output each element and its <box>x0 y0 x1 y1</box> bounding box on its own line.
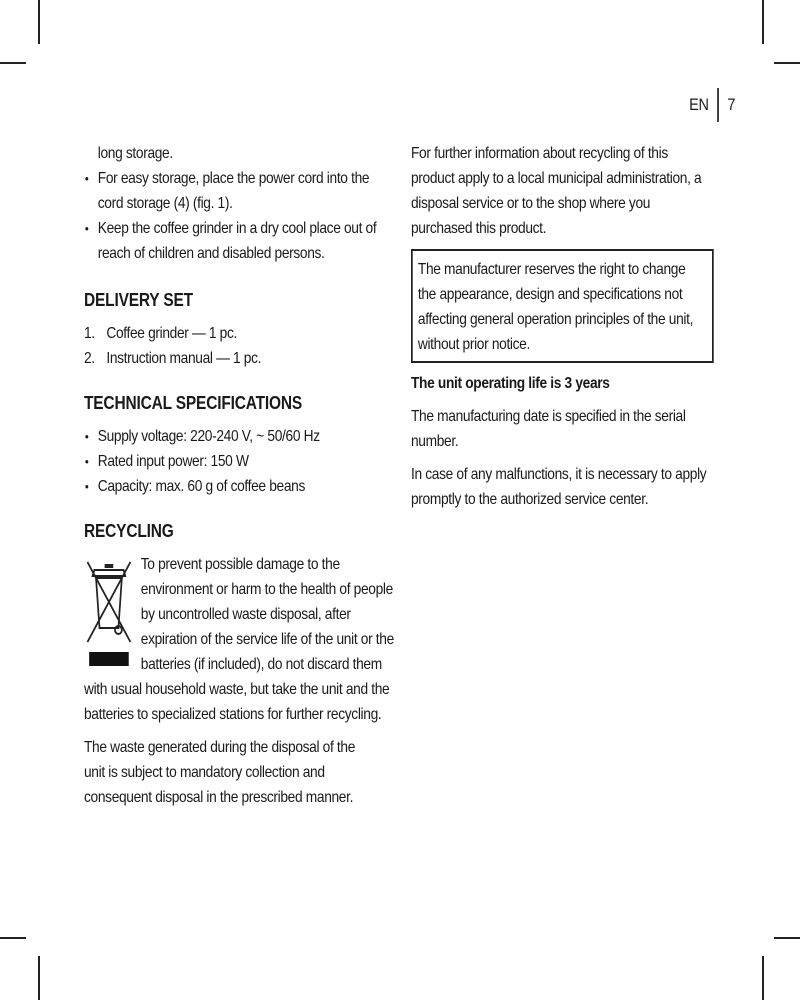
list-item: • Rated input power: 150 W <box>84 449 395 474</box>
left-column <box>84 140 394 810</box>
operating-life: The unit operating life is 3 years <box>411 375 610 392</box>
recycling-heading: RECYCLING <box>84 521 174 541</box>
crop-mark-top-right-horizontal <box>774 62 800 64</box>
crop-mark-bottom-left-vertical <box>38 956 40 1000</box>
storage-continued: long storage. <box>97 145 173 162</box>
recycling-info: For further information about recycling of this product apply to a local municipal administration, a disposal service or to the shop where you purchased this product. <box>411 145 702 237</box>
crop-mark-bottom-left-horizontal <box>0 937 26 939</box>
recycling-paragraph-2: The waste generated during the disposal of the unit is subject to mandatory collection and consequent disposal in the prescribed manner. <box>84 739 356 806</box>
list-item: • Keep the coffee grinder in a dry cool place out of reach of children and disabled persons. <box>84 216 395 266</box>
page-number: 7 <box>727 95 735 114</box>
tech-specs-list <box>84 424 395 499</box>
crop-mark-bottom-right-vertical <box>762 956 764 1000</box>
list-item <box>84 346 395 371</box>
storage-list <box>84 166 395 266</box>
crop-mark-bottom-right-horizontal <box>774 937 800 939</box>
recycling-paragraph-1: To prevent possible damage to the environment or harm to the health of people by uncontrolled waste disposal, after expiration of the service life of the unit or the batteries (if included), do not discard them with usual household waste, but take the unit and the batteries to specialized stations for further recycling. <box>84 556 394 723</box>
list-item <box>84 321 395 346</box>
crop-mark-top-right-vertical <box>762 0 764 44</box>
item-text: Coffee grinder — 1 pc. <box>106 325 237 342</box>
language-code: EN <box>688 95 709 114</box>
manufacturer-notice-box <box>411 249 714 363</box>
crossed-out-wheeled-bin-icon <box>84 556 134 676</box>
delivery-set-heading: DELIVERY SET <box>84 290 193 310</box>
list-item: • Capacity: max. 60 g of coffee beans <box>84 474 395 499</box>
item-number: 1. <box>84 325 95 342</box>
item-number: 2. <box>84 350 95 367</box>
recycling-section <box>84 552 395 810</box>
manufacturer-notice: The manufacturer reserves the right to change the appearance, design and specifications not affecting general operation principles of the unit, without prior notice. <box>417 261 694 353</box>
tech-specs-heading: TECHNICAL SPECIFICATIONS <box>84 393 303 413</box>
right-column <box>411 140 716 512</box>
malfunctions-info: In case of any malfunctions, it is necessary to apply promptly to the authorized service center. <box>411 466 707 508</box>
page-header <box>689 88 735 122</box>
crop-mark-top-left-vertical <box>38 0 40 44</box>
manufacturing-date: The manufacturing date is specified in the serial number. <box>411 408 686 450</box>
list-item: • Supply voltage: 220-240 V, ~ 50/60 Hz <box>84 424 395 449</box>
item-text: Instruction manual — 1 pc. <box>106 350 262 367</box>
crop-mark-top-left-horizontal <box>0 62 26 64</box>
delivery-set-list <box>84 321 395 371</box>
list-item: • For easy storage, place the power cord into the cord storage (4) (fig. 1). <box>84 166 395 216</box>
